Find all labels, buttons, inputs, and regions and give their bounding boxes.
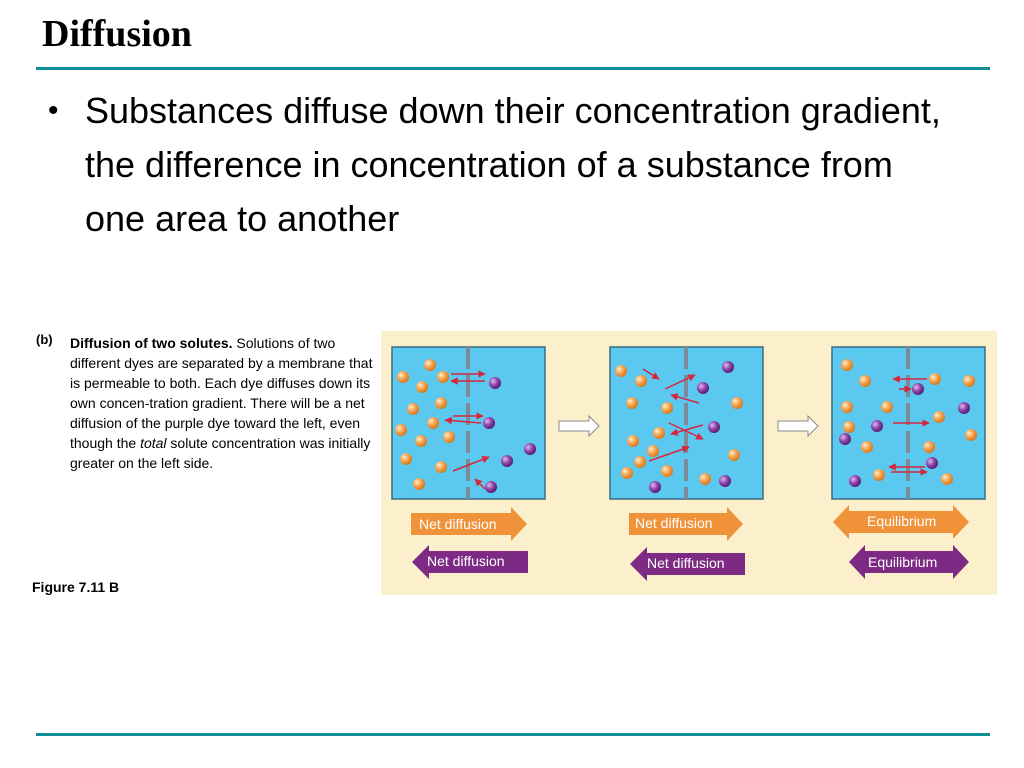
orange-equilibrium-label: Equilibrium — [867, 513, 937, 529]
orange-arrow-label-2: Net diffusion — [635, 515, 713, 531]
purple-arrow-label-2: Net diffusion — [647, 555, 725, 571]
panel-initial — [392, 347, 545, 499]
orange-arrow-label-1: Net diffusion — [419, 516, 497, 532]
purple-equilibrium-label: Equilibrium — [868, 554, 938, 570]
panel-equilibrium — [832, 347, 985, 499]
title-divider — [36, 67, 990, 70]
caption-heading: Diffusion of two solutes. — [70, 335, 233, 351]
bullet-text: Substances diffuse down their concentration gradient, the difference in concentration of a substance from one area to another — [85, 90, 941, 239]
panel-intermediate — [610, 347, 763, 499]
panel-label: (b) — [36, 332, 53, 347]
purple-arrow-label-1: Net diffusion — [427, 553, 505, 569]
bullet-marker: • — [48, 94, 59, 127]
figure-label: Figure 7.11 B — [32, 579, 120, 595]
caption-italic: total — [140, 435, 167, 451]
figure-caption — [70, 333, 378, 473]
slide-title: Diffusion — [42, 13, 192, 55]
diffusion-diagram — [381, 331, 997, 595]
caption-text-2: solute concentration was initially greater on the left side. — [70, 435, 371, 471]
caption-text-1: Solutions of two different dyes are separated by a membrane that is permeable to both. Each dye diffuses down its own concen-tration gradient. There will be a net diffusion of the purple dye toward the left, even though the — [70, 335, 373, 451]
footer-divider — [36, 733, 990, 736]
